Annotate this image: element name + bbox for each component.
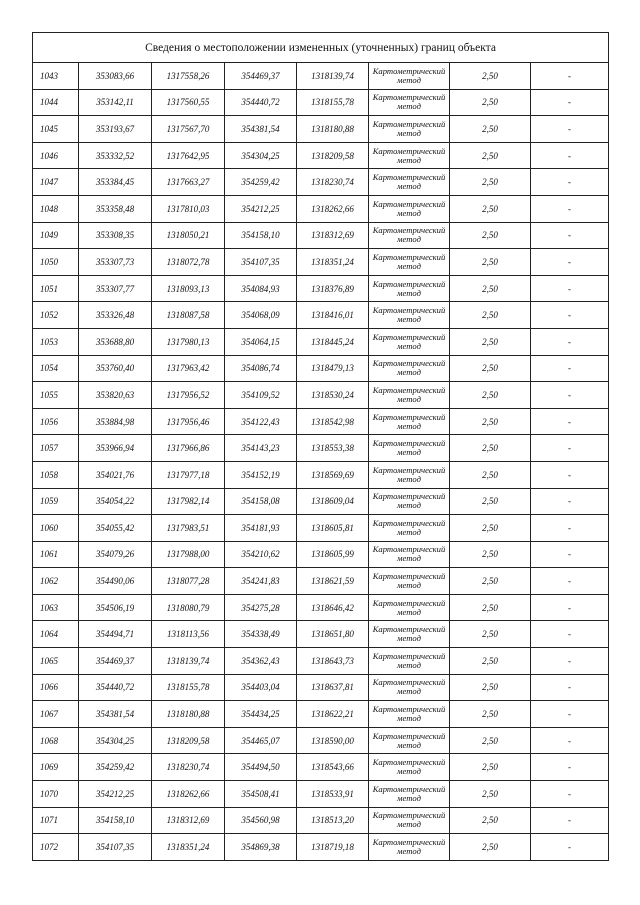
method-cell: Картометрический метод bbox=[369, 648, 450, 675]
y-old-cell: 1318351,24 bbox=[152, 834, 225, 861]
y-new-cell: 1318262,66 bbox=[297, 195, 369, 222]
method-cell: Картометрический метод bbox=[369, 701, 450, 728]
y-old-cell: 1317642,95 bbox=[152, 142, 225, 169]
y-old-cell: 1317980,13 bbox=[152, 328, 225, 355]
table-row bbox=[33, 727, 609, 754]
y-old-cell: 1318230,74 bbox=[152, 754, 225, 781]
accuracy-cell: 2,50 bbox=[450, 302, 531, 329]
point-number-cell: 1071 bbox=[33, 807, 79, 834]
x-old-cell: 354440,72 bbox=[79, 674, 152, 701]
x-new-cell: 354338,49 bbox=[225, 621, 297, 648]
x-old-cell: 353820,63 bbox=[79, 382, 152, 409]
y-new-cell: 1318312,69 bbox=[297, 222, 369, 249]
y-old-cell: 1317956,46 bbox=[152, 408, 225, 435]
point-number-cell: 1043 bbox=[33, 63, 79, 90]
accuracy-cell: 2,50 bbox=[450, 701, 531, 728]
empty-mark-cell: - bbox=[531, 275, 609, 302]
x-old-cell: 354506,19 bbox=[79, 594, 152, 621]
y-old-cell: 1318312,69 bbox=[152, 807, 225, 834]
empty-mark-cell: - bbox=[531, 727, 609, 754]
accuracy-cell: 2,50 bbox=[450, 648, 531, 675]
x-old-cell: 353384,45 bbox=[79, 169, 152, 196]
y-old-cell: 1318072,78 bbox=[152, 249, 225, 276]
y-old-cell: 1317977,18 bbox=[152, 461, 225, 488]
point-number-cell: 1055 bbox=[33, 382, 79, 409]
empty-mark-cell: - bbox=[531, 648, 609, 675]
empty-mark-cell: - bbox=[531, 169, 609, 196]
method-cell: Картометрический метод bbox=[369, 594, 450, 621]
table-row bbox=[33, 408, 609, 435]
method-cell: Картометрический метод bbox=[369, 222, 450, 249]
accuracy-cell: 2,50 bbox=[450, 275, 531, 302]
table-row bbox=[33, 382, 609, 409]
method-cell: Картометрический метод bbox=[369, 249, 450, 276]
y-old-cell: 1318155,78 bbox=[152, 674, 225, 701]
point-number-cell: 1049 bbox=[33, 222, 79, 249]
accuracy-cell: 2,50 bbox=[450, 488, 531, 515]
table-row bbox=[33, 515, 609, 542]
point-number-cell: 1046 bbox=[33, 142, 79, 169]
point-number-cell: 1068 bbox=[33, 727, 79, 754]
table-row bbox=[33, 674, 609, 701]
table-body bbox=[33, 63, 609, 861]
y-new-cell: 1318416,01 bbox=[297, 302, 369, 329]
x-old-cell: 353142,11 bbox=[79, 89, 152, 116]
point-number-cell: 1063 bbox=[33, 594, 79, 621]
point-number-cell: 1058 bbox=[33, 461, 79, 488]
x-old-cell: 354055,42 bbox=[79, 515, 152, 542]
y-new-cell: 1318530,24 bbox=[297, 382, 369, 409]
x-new-cell: 354122,43 bbox=[225, 408, 297, 435]
y-new-cell: 1318376,89 bbox=[297, 275, 369, 302]
empty-mark-cell: - bbox=[531, 302, 609, 329]
point-number-cell: 1065 bbox=[33, 648, 79, 675]
point-number-cell: 1048 bbox=[33, 195, 79, 222]
y-new-cell: 1318553,38 bbox=[297, 435, 369, 462]
table-row bbox=[33, 648, 609, 675]
x-old-cell: 354304,25 bbox=[79, 727, 152, 754]
y-new-cell: 1318605,81 bbox=[297, 515, 369, 542]
accuracy-cell: 2,50 bbox=[450, 116, 531, 143]
x-old-cell: 353308,35 bbox=[79, 222, 152, 249]
x-new-cell: 354403,04 bbox=[225, 674, 297, 701]
accuracy-cell: 2,50 bbox=[450, 568, 531, 595]
x-new-cell: 354560,98 bbox=[225, 807, 297, 834]
x-new-cell: 354508,41 bbox=[225, 781, 297, 808]
table-row bbox=[33, 355, 609, 382]
empty-mark-cell: - bbox=[531, 142, 609, 169]
y-new-cell: 1318622,21 bbox=[297, 701, 369, 728]
accuracy-cell: 2,50 bbox=[450, 195, 531, 222]
empty-mark-cell: - bbox=[531, 249, 609, 276]
point-number-cell: 1066 bbox=[33, 674, 79, 701]
table-row bbox=[33, 222, 609, 249]
point-number-cell: 1070 bbox=[33, 781, 79, 808]
y-new-cell: 1318621,59 bbox=[297, 568, 369, 595]
table-row bbox=[33, 701, 609, 728]
empty-mark-cell: - bbox=[531, 408, 609, 435]
table-row bbox=[33, 807, 609, 834]
empty-mark-cell: - bbox=[531, 541, 609, 568]
method-cell: Картометрический метод bbox=[369, 461, 450, 488]
point-number-cell: 1044 bbox=[33, 89, 79, 116]
accuracy-cell: 2,50 bbox=[450, 249, 531, 276]
x-old-cell: 354079,26 bbox=[79, 541, 152, 568]
x-old-cell: 354494,71 bbox=[79, 621, 152, 648]
point-number-cell: 1050 bbox=[33, 249, 79, 276]
method-cell: Картометрический метод bbox=[369, 89, 450, 116]
method-cell: Картометрический метод bbox=[369, 754, 450, 781]
x-old-cell: 353326,48 bbox=[79, 302, 152, 329]
y-new-cell: 1318719,18 bbox=[297, 834, 369, 861]
table-row bbox=[33, 275, 609, 302]
x-new-cell: 354362,43 bbox=[225, 648, 297, 675]
table-row bbox=[33, 594, 609, 621]
x-new-cell: 354143,23 bbox=[225, 435, 297, 462]
accuracy-cell: 2,50 bbox=[450, 621, 531, 648]
table-row bbox=[33, 621, 609, 648]
method-cell: Картометрический метод bbox=[369, 142, 450, 169]
x-new-cell: 354494,50 bbox=[225, 754, 297, 781]
y-old-cell: 1318087,58 bbox=[152, 302, 225, 329]
y-new-cell: 1318643,73 bbox=[297, 648, 369, 675]
boundary-coordinates-table bbox=[32, 32, 609, 861]
y-old-cell: 1317560,55 bbox=[152, 89, 225, 116]
x-new-cell: 354086,74 bbox=[225, 355, 297, 382]
y-old-cell: 1317988,00 bbox=[152, 541, 225, 568]
x-new-cell: 354212,25 bbox=[225, 195, 297, 222]
x-new-cell: 354381,54 bbox=[225, 116, 297, 143]
accuracy-cell: 2,50 bbox=[450, 781, 531, 808]
y-new-cell: 1318180,88 bbox=[297, 116, 369, 143]
accuracy-cell: 2,50 bbox=[450, 674, 531, 701]
y-old-cell: 1317983,51 bbox=[152, 515, 225, 542]
y-old-cell: 1318262,66 bbox=[152, 781, 225, 808]
table-row bbox=[33, 781, 609, 808]
point-number-cell: 1051 bbox=[33, 275, 79, 302]
method-cell: Картометрический метод bbox=[369, 116, 450, 143]
x-old-cell: 353688,80 bbox=[79, 328, 152, 355]
x-new-cell: 354107,35 bbox=[225, 249, 297, 276]
accuracy-cell: 2,50 bbox=[450, 435, 531, 462]
x-new-cell: 354275,28 bbox=[225, 594, 297, 621]
y-new-cell: 1318543,66 bbox=[297, 754, 369, 781]
method-cell: Картометрический метод bbox=[369, 302, 450, 329]
y-old-cell: 1318077,28 bbox=[152, 568, 225, 595]
empty-mark-cell: - bbox=[531, 195, 609, 222]
table-row bbox=[33, 488, 609, 515]
y-new-cell: 1318351,24 bbox=[297, 249, 369, 276]
method-cell: Картометрический метод bbox=[369, 408, 450, 435]
y-old-cell: 1317982,14 bbox=[152, 488, 225, 515]
y-new-cell: 1318230,74 bbox=[297, 169, 369, 196]
table-row bbox=[33, 461, 609, 488]
table-row bbox=[33, 568, 609, 595]
empty-mark-cell: - bbox=[531, 515, 609, 542]
method-cell: Картометрический метод bbox=[369, 328, 450, 355]
accuracy-cell: 2,50 bbox=[450, 408, 531, 435]
y-old-cell: 1318080,79 bbox=[152, 594, 225, 621]
x-old-cell: 353884,98 bbox=[79, 408, 152, 435]
table-row bbox=[33, 435, 609, 462]
x-new-cell: 354084,93 bbox=[225, 275, 297, 302]
point-number-cell: 1069 bbox=[33, 754, 79, 781]
x-old-cell: 353966,94 bbox=[79, 435, 152, 462]
accuracy-cell: 2,50 bbox=[450, 63, 531, 90]
x-new-cell: 354210,62 bbox=[225, 541, 297, 568]
table-row bbox=[33, 328, 609, 355]
method-cell: Картометрический метод bbox=[369, 834, 450, 861]
table-row bbox=[33, 249, 609, 276]
method-cell: Картометрический метод bbox=[369, 727, 450, 754]
y-old-cell: 1318093,13 bbox=[152, 275, 225, 302]
x-new-cell: 354068,09 bbox=[225, 302, 297, 329]
y-new-cell: 1318646,42 bbox=[297, 594, 369, 621]
table-row bbox=[33, 169, 609, 196]
empty-mark-cell: - bbox=[531, 382, 609, 409]
x-old-cell: 354490,06 bbox=[79, 568, 152, 595]
empty-mark-cell: - bbox=[531, 328, 609, 355]
y-old-cell: 1318180,88 bbox=[152, 701, 225, 728]
y-new-cell: 1318209,58 bbox=[297, 142, 369, 169]
x-old-cell: 354381,54 bbox=[79, 701, 152, 728]
y-new-cell: 1318513,20 bbox=[297, 807, 369, 834]
y-old-cell: 1318113,56 bbox=[152, 621, 225, 648]
method-cell: Картометрический метод bbox=[369, 541, 450, 568]
y-new-cell: 1318569,69 bbox=[297, 461, 369, 488]
x-old-cell: 353083,66 bbox=[79, 63, 152, 90]
method-cell: Картометрический метод bbox=[369, 382, 450, 409]
point-number-cell: 1059 bbox=[33, 488, 79, 515]
table-row bbox=[33, 541, 609, 568]
x-old-cell: 354021,76 bbox=[79, 461, 152, 488]
y-new-cell: 1318155,78 bbox=[297, 89, 369, 116]
accuracy-cell: 2,50 bbox=[450, 169, 531, 196]
point-number-cell: 1072 bbox=[33, 834, 79, 861]
point-number-cell: 1052 bbox=[33, 302, 79, 329]
y-old-cell: 1318209,58 bbox=[152, 727, 225, 754]
y-new-cell: 1318445,24 bbox=[297, 328, 369, 355]
x-old-cell: 354158,10 bbox=[79, 807, 152, 834]
point-number-cell: 1054 bbox=[33, 355, 79, 382]
empty-mark-cell: - bbox=[531, 621, 609, 648]
x-old-cell: 353307,77 bbox=[79, 275, 152, 302]
table-row bbox=[33, 302, 609, 329]
point-number-cell: 1053 bbox=[33, 328, 79, 355]
x-new-cell: 354158,10 bbox=[225, 222, 297, 249]
table-row bbox=[33, 142, 609, 169]
y-new-cell: 1318533,91 bbox=[297, 781, 369, 808]
empty-mark-cell: - bbox=[531, 781, 609, 808]
point-number-cell: 1056 bbox=[33, 408, 79, 435]
x-new-cell: 354434,25 bbox=[225, 701, 297, 728]
y-new-cell: 1318605,99 bbox=[297, 541, 369, 568]
method-cell: Картометрический метод bbox=[369, 674, 450, 701]
y-new-cell: 1318609,04 bbox=[297, 488, 369, 515]
empty-mark-cell: - bbox=[531, 674, 609, 701]
x-old-cell: 354259,42 bbox=[79, 754, 152, 781]
x-new-cell: 354064,15 bbox=[225, 328, 297, 355]
x-new-cell: 354440,72 bbox=[225, 89, 297, 116]
method-cell: Картометрический метод bbox=[369, 169, 450, 196]
method-cell: Картометрический метод bbox=[369, 63, 450, 90]
x-new-cell: 354241,83 bbox=[225, 568, 297, 595]
x-old-cell: 353332,52 bbox=[79, 142, 152, 169]
empty-mark-cell: - bbox=[531, 754, 609, 781]
accuracy-cell: 2,50 bbox=[450, 754, 531, 781]
point-number-cell: 1067 bbox=[33, 701, 79, 728]
method-cell: Картометрический метод bbox=[369, 568, 450, 595]
method-cell: Картометрический метод bbox=[369, 621, 450, 648]
accuracy-cell: 2,50 bbox=[450, 382, 531, 409]
table-title: Сведения о местоположении измененных (уточненных) границ объекта bbox=[33, 33, 609, 63]
table-row bbox=[33, 834, 609, 861]
point-number-cell: 1045 bbox=[33, 116, 79, 143]
empty-mark-cell: - bbox=[531, 116, 609, 143]
x-old-cell: 354212,25 bbox=[79, 781, 152, 808]
point-number-cell: 1062 bbox=[33, 568, 79, 595]
table-row bbox=[33, 754, 609, 781]
method-cell: Картометрический метод bbox=[369, 275, 450, 302]
point-number-cell: 1061 bbox=[33, 541, 79, 568]
accuracy-cell: 2,50 bbox=[450, 89, 531, 116]
x-old-cell: 354054,22 bbox=[79, 488, 152, 515]
empty-mark-cell: - bbox=[531, 355, 609, 382]
accuracy-cell: 2,50 bbox=[450, 222, 531, 249]
y-new-cell: 1318590,00 bbox=[297, 727, 369, 754]
point-number-cell: 1060 bbox=[33, 515, 79, 542]
y-old-cell: 1317567,70 bbox=[152, 116, 225, 143]
method-cell: Картометрический метод bbox=[369, 515, 450, 542]
x-new-cell: 354259,42 bbox=[225, 169, 297, 196]
accuracy-cell: 2,50 bbox=[450, 355, 531, 382]
accuracy-cell: 2,50 bbox=[450, 834, 531, 861]
x-old-cell: 353358,48 bbox=[79, 195, 152, 222]
table-row bbox=[33, 89, 609, 116]
x-old-cell: 353307,73 bbox=[79, 249, 152, 276]
x-new-cell: 354152,19 bbox=[225, 461, 297, 488]
accuracy-cell: 2,50 bbox=[450, 594, 531, 621]
point-number-cell: 1064 bbox=[33, 621, 79, 648]
method-cell: Картометрический метод bbox=[369, 355, 450, 382]
x-old-cell: 353760,40 bbox=[79, 355, 152, 382]
y-old-cell: 1317956,52 bbox=[152, 382, 225, 409]
y-new-cell: 1318479,13 bbox=[297, 355, 369, 382]
empty-mark-cell: - bbox=[531, 435, 609, 462]
y-old-cell: 1318139,74 bbox=[152, 648, 225, 675]
accuracy-cell: 2,50 bbox=[450, 515, 531, 542]
x-old-cell: 353193,67 bbox=[79, 116, 152, 143]
empty-mark-cell: - bbox=[531, 89, 609, 116]
x-new-cell: 354304,25 bbox=[225, 142, 297, 169]
accuracy-cell: 2,50 bbox=[450, 142, 531, 169]
method-cell: Картометрический метод bbox=[369, 807, 450, 834]
accuracy-cell: 2,50 bbox=[450, 541, 531, 568]
y-old-cell: 1317963,42 bbox=[152, 355, 225, 382]
x-old-cell: 354469,37 bbox=[79, 648, 152, 675]
y-new-cell: 1318542,98 bbox=[297, 408, 369, 435]
y-new-cell: 1318637,81 bbox=[297, 674, 369, 701]
x-new-cell: 354181,93 bbox=[225, 515, 297, 542]
empty-mark-cell: - bbox=[531, 594, 609, 621]
y-new-cell: 1318139,74 bbox=[297, 63, 369, 90]
x-new-cell: 354109,52 bbox=[225, 382, 297, 409]
method-cell: Картометрический метод bbox=[369, 781, 450, 808]
empty-mark-cell: - bbox=[531, 568, 609, 595]
y-old-cell: 1317966,86 bbox=[152, 435, 225, 462]
accuracy-cell: 2,50 bbox=[450, 328, 531, 355]
table-row bbox=[33, 195, 609, 222]
accuracy-cell: 2,50 bbox=[450, 461, 531, 488]
x-new-cell: 354869,38 bbox=[225, 834, 297, 861]
y-old-cell: 1317558,26 bbox=[152, 63, 225, 90]
table-row bbox=[33, 116, 609, 143]
empty-mark-cell: - bbox=[531, 807, 609, 834]
y-new-cell: 1318651,80 bbox=[297, 621, 369, 648]
point-number-cell: 1057 bbox=[33, 435, 79, 462]
empty-mark-cell: - bbox=[531, 461, 609, 488]
accuracy-cell: 2,50 bbox=[450, 807, 531, 834]
table-row bbox=[33, 63, 609, 90]
y-old-cell: 1317810,03 bbox=[152, 195, 225, 222]
empty-mark-cell: - bbox=[531, 63, 609, 90]
method-cell: Картометрический метод bbox=[369, 488, 450, 515]
point-number-cell: 1047 bbox=[33, 169, 79, 196]
y-old-cell: 1317663,27 bbox=[152, 169, 225, 196]
x-new-cell: 354158,08 bbox=[225, 488, 297, 515]
method-cell: Картометрический метод bbox=[369, 435, 450, 462]
y-old-cell: 1318050,21 bbox=[152, 222, 225, 249]
empty-mark-cell: - bbox=[531, 222, 609, 249]
x-new-cell: 354469,37 bbox=[225, 63, 297, 90]
x-old-cell: 354107,35 bbox=[79, 834, 152, 861]
x-new-cell: 354465,07 bbox=[225, 727, 297, 754]
empty-mark-cell: - bbox=[531, 488, 609, 515]
method-cell: Картометрический метод bbox=[369, 195, 450, 222]
empty-mark-cell: - bbox=[531, 701, 609, 728]
empty-mark-cell: - bbox=[531, 834, 609, 861]
accuracy-cell: 2,50 bbox=[450, 727, 531, 754]
